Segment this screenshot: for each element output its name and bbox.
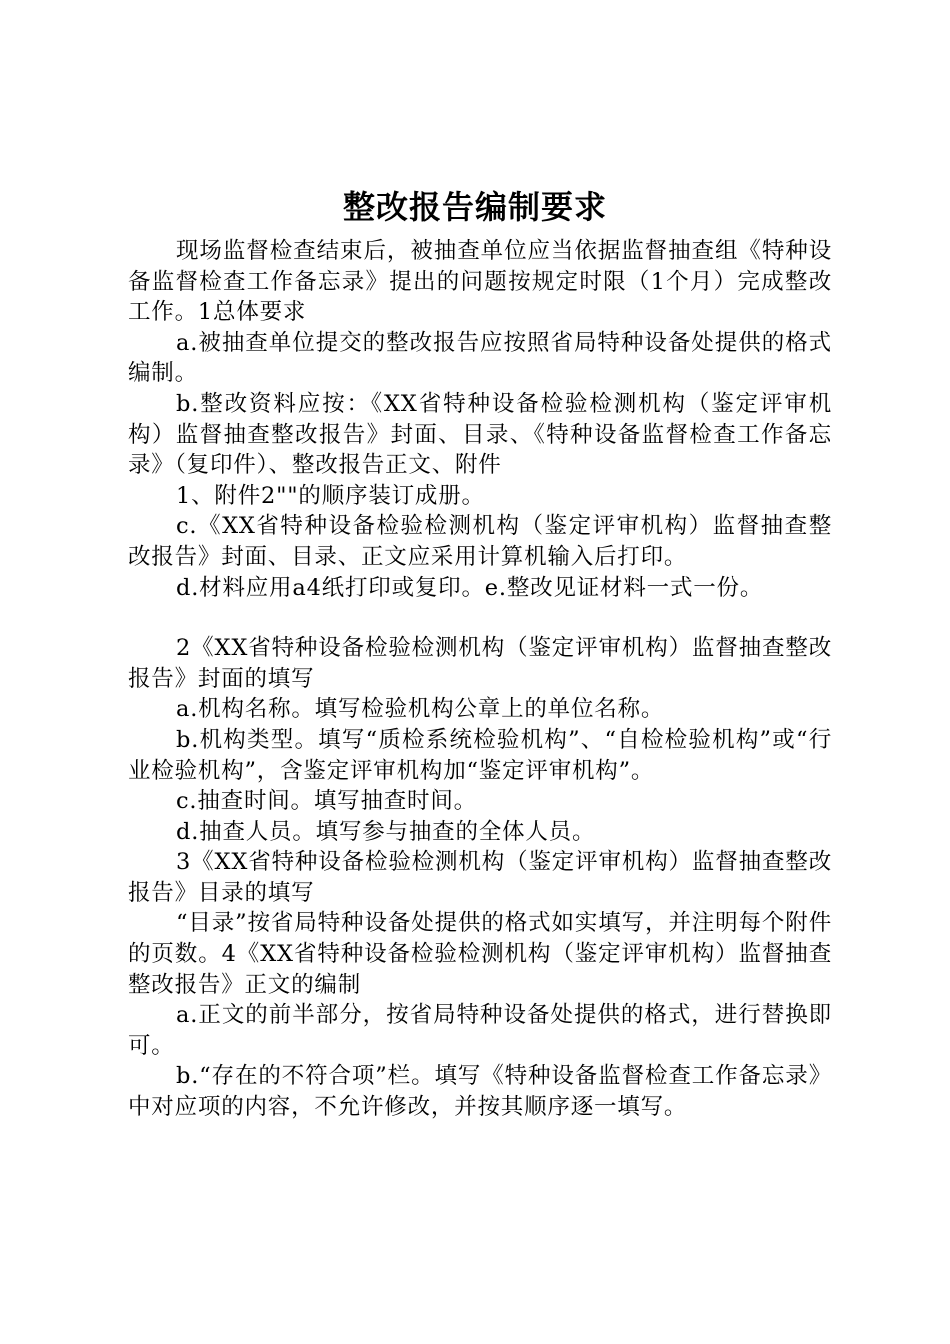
paragraph-2b: b.机构类型。填写“质检系统检验机构”、“自检检验机构”或“行业检验机构”，含鉴定评审机构加“鉴定评审机构”。 [128, 726, 832, 784]
paragraph-4b: b.“存在的不符合项”栏。填写《特种设备监督检查工作备忘录》中对应项的内容，不允许修改，并按其顺序逐一填写。 [128, 1063, 832, 1121]
paragraph-3-body: “目录”按省局特种设备处提供的格式如实填写，并注明每个附件的页数。4《XX省特种设备检验检测机构（鉴定评审机构）监督抽查整改报告》正文的编制 [128, 910, 832, 998]
paragraph-1b: b.整改资料应按：《XX省特种设备检验检测机构（鉴定评审机构）监督抽查整改报告》封面、目录、《特种设备监督检查工作备忘录》（复印件）、整改报告正文、附件 [128, 390, 832, 479]
document-title: 整改报告编制要求 [342, 188, 607, 226]
section-3-heading: 3《XX省特种设备检验检测机构（鉴定评审机构）监督抽查整改报告》目录的填写 [128, 849, 832, 906]
section-2-heading: 2《XX省特种设备检验检测机构（鉴定评审机构）监督抽查整改报告》封面的填写 [128, 635, 832, 692]
paragraph-2a: a.机构名称。填写检验机构公章上的单位名称。 [176, 696, 665, 723]
paragraph-gap [128, 603, 832, 633]
paragraph-intro: 现场监督检查结束后，被抽查单位应当依据监督抽查组《特种设备监督检查工作备忘录》提出的问题按规定时限（1个月）完成整改工作。1总体要求 [128, 238, 832, 326]
paragraph-1c: c.《XX省特种设备检验检测机构（鉴定评审机构）监督抽查整改报告》封面、目录、正文应采用计算机输入后打印。 [128, 513, 832, 570]
paragraph-1a: a.被抽查单位提交的整改报告应按照省局特种设备处提供的格式编制。 [128, 329, 832, 387]
paragraph-1de: d.材料应用a4纸打印或复印。e.整改见证材料一式一份。 [176, 574, 764, 601]
paragraph-4a: a.正文的前半部分，按省局特种设备处提供的格式，进行替换即可。 [128, 1002, 832, 1059]
document-body [128, 236, 832, 1123]
paragraph-2d: d.抽查人员。填写参与抽查的全体人员。 [176, 818, 596, 845]
paragraph-2c: c.抽查时间。填写抽查时间。 [176, 788, 477, 815]
paragraph-1b-cont: 1、附件2""的顺序装订成册。 [176, 482, 485, 509]
